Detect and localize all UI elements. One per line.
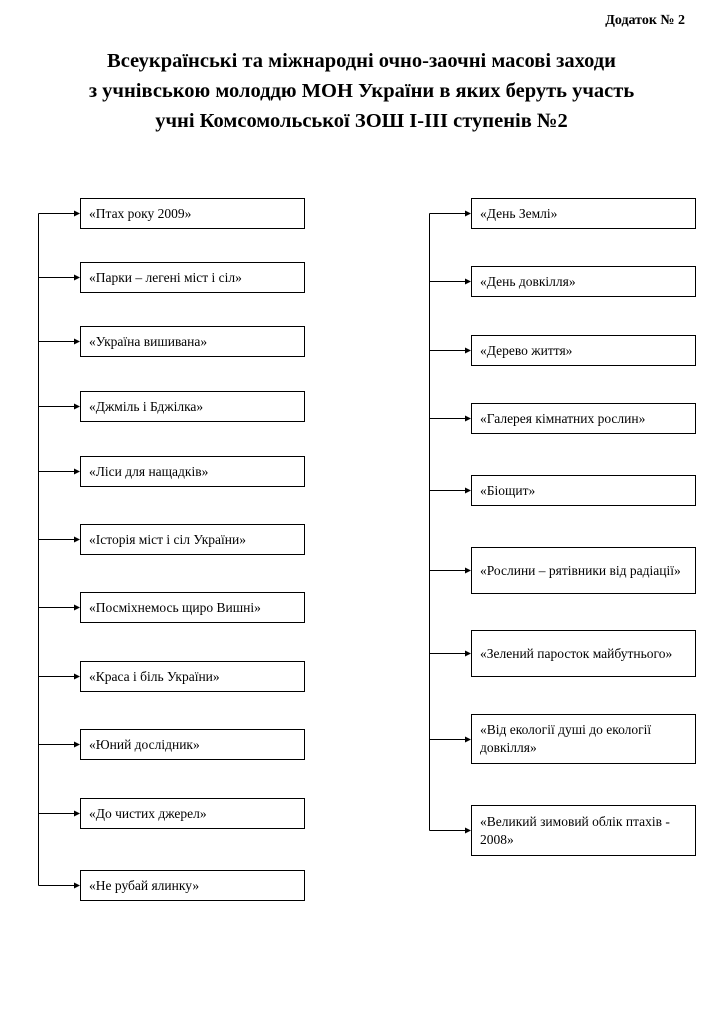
left-event-label: «Краса і біль України» — [89, 668, 220, 684]
right-event-label: «Рослини – рятівники від радіації» — [480, 562, 681, 578]
right-event-box — [471, 403, 696, 434]
right-event-box — [471, 547, 696, 594]
right-event-label: «Зелений паросток майбутнього» — [480, 645, 673, 661]
left-event-label: «Історія міст і сіл України» — [89, 531, 246, 547]
right-event-label: «Від екології душі до екології довкілля» — [480, 722, 652, 755]
left-event-box — [80, 262, 305, 293]
left-event-box — [80, 729, 305, 760]
left-event-box — [80, 524, 305, 555]
left-event-label: «До чистих джерел» — [89, 805, 207, 821]
right-event-label: «День Землі» — [480, 205, 558, 221]
left-event-box — [80, 798, 305, 829]
left-event-box — [80, 326, 305, 357]
right-event-label: «Великий зимовий облік птахів - 2008» — [480, 813, 670, 847]
right-event-box — [471, 198, 696, 229]
left-event-box — [80, 870, 305, 901]
left-event-label: «Юний дослідник» — [89, 736, 200, 752]
right-event-box — [471, 805, 696, 856]
title-line-1: Всеукраїнські та міжнародні очно-заочні масові заходи — [107, 50, 616, 72]
right-event-label: «Галерея кімнатних рослин» — [480, 410, 646, 426]
left-event-box — [80, 592, 305, 623]
right-event-label: «День довкілля» — [480, 273, 576, 289]
left-event-label: «Джміль і Бджілка» — [89, 398, 204, 414]
right-event-box — [471, 630, 696, 677]
right-connectors — [430, 211, 472, 834]
right-event-box — [471, 335, 696, 366]
left-event-label: «Птах року 2009» — [89, 205, 192, 221]
left-event-box — [80, 391, 305, 422]
right-event-box — [471, 475, 696, 506]
left-event-box — [80, 661, 305, 692]
right-event-box — [471, 266, 696, 297]
title-line-3: учні Комсомольської ЗОШ І-ІІІ ступенів №2 — [155, 110, 568, 132]
left-event-box — [80, 198, 305, 229]
left-event-label: «Не рубай ялинку» — [89, 877, 200, 893]
left-event-label: «Парки – легені міст і сіл» — [89, 269, 242, 285]
right-event-label: «Біощит» — [480, 482, 536, 498]
left-connectors — [39, 211, 81, 889]
left-event-label: «Ліси для нащадків» — [89, 463, 209, 479]
appendix-label: Додаток № 2 — [605, 13, 685, 28]
left-event-box — [80, 456, 305, 487]
left-event-label: «Україна вишивана» — [89, 333, 208, 349]
title-line-2: з учнівською молоддю МОН України в яких беруть участь — [88, 80, 635, 102]
right-event-label: «Дерево життя» — [480, 342, 573, 358]
left-event-label: «Посміхнемось щиро Вишні» — [89, 599, 261, 615]
right-event-box — [471, 714, 696, 764]
